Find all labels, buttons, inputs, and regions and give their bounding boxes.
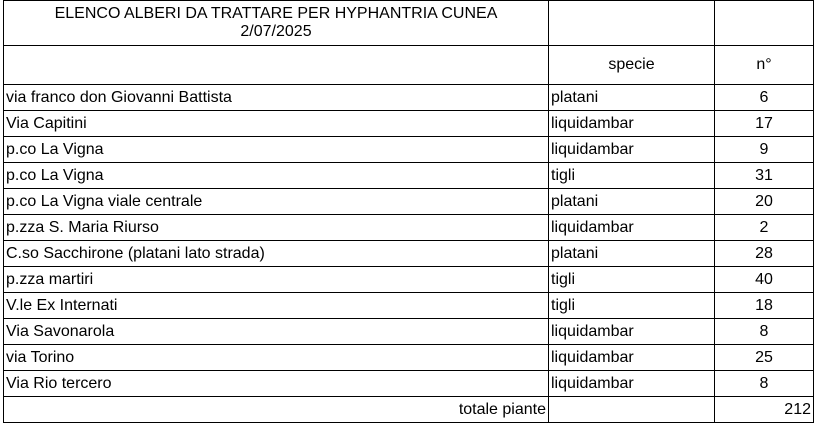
empty-cell[interactable] xyxy=(549,397,715,423)
title-line-1: ELENCO ALBERI DA TRATTARE PER HYPHANTRIA CUNEA xyxy=(54,5,498,22)
table-row xyxy=(4,163,814,189)
count-cell[interactable]: 25 xyxy=(715,345,814,371)
empty-cell[interactable] xyxy=(715,1,814,46)
count-cell[interactable]: 17 xyxy=(715,111,814,137)
species-cell[interactable]: tigli xyxy=(549,293,715,319)
table-row xyxy=(4,319,814,345)
table-row xyxy=(4,215,814,241)
location-cell[interactable]: V.le Ex Internati xyxy=(4,293,549,319)
species-cell[interactable]: liquidambar xyxy=(549,371,715,397)
count-cell[interactable]: 9 xyxy=(715,137,814,163)
species-cell[interactable]: liquidambar xyxy=(549,215,715,241)
location-cell[interactable]: via Torino xyxy=(4,345,549,371)
location-cell[interactable]: p.zza S. Maria Riurso xyxy=(4,215,549,241)
species-cell[interactable]: platani xyxy=(549,85,715,111)
species-cell[interactable]: platani xyxy=(549,189,715,215)
trees-table xyxy=(3,0,814,423)
table-title[interactable] xyxy=(4,1,549,46)
count-cell[interactable]: 18 xyxy=(715,293,814,319)
title-row xyxy=(4,1,814,46)
count-cell[interactable]: 20 xyxy=(715,189,814,215)
table-row xyxy=(4,371,814,397)
location-cell[interactable]: p.co La Vigna xyxy=(4,137,549,163)
count-cell[interactable]: 28 xyxy=(715,241,814,267)
total-label[interactable]: totale piante xyxy=(4,397,549,423)
empty-cell[interactable] xyxy=(549,1,715,46)
count-cell[interactable]: 8 xyxy=(715,371,814,397)
title-date: 2/07/2025 xyxy=(240,23,312,40)
location-cell[interactable]: Via Savonarola xyxy=(4,319,549,345)
header-count[interactable]: n° xyxy=(715,46,814,85)
species-cell[interactable]: liquidambar xyxy=(549,111,715,137)
empty-cell[interactable] xyxy=(4,46,549,85)
header-species[interactable]: specie xyxy=(549,46,715,85)
species-cell[interactable]: tigli xyxy=(549,267,715,293)
total-value[interactable]: 212 xyxy=(715,397,814,423)
location-cell[interactable]: via franco don Giovanni Battista xyxy=(4,85,549,111)
location-cell[interactable]: Via Rio tercero xyxy=(4,371,549,397)
table-row xyxy=(4,189,814,215)
species-cell[interactable]: liquidambar xyxy=(549,137,715,163)
species-cell[interactable]: tigli xyxy=(549,163,715,189)
location-cell[interactable]: C.so Sacchirone (platani lato strada) xyxy=(4,241,549,267)
count-cell[interactable]: 6 xyxy=(715,85,814,111)
count-cell[interactable]: 2 xyxy=(715,215,814,241)
table-row xyxy=(4,345,814,371)
location-cell[interactable]: Via Capitini xyxy=(4,111,549,137)
location-cell[interactable]: p.co La Vigna viale centrale xyxy=(4,189,549,215)
location-cell[interactable]: p.zza martiri xyxy=(4,267,549,293)
table-row xyxy=(4,137,814,163)
count-cell[interactable]: 31 xyxy=(715,163,814,189)
species-cell[interactable]: liquidambar xyxy=(549,319,715,345)
table-row xyxy=(4,267,814,293)
count-cell[interactable]: 8 xyxy=(715,319,814,345)
table-row xyxy=(4,111,814,137)
table-row xyxy=(4,241,814,267)
header-row xyxy=(4,46,814,85)
species-cell[interactable]: liquidambar xyxy=(549,345,715,371)
species-cell[interactable]: platani xyxy=(549,241,715,267)
count-cell[interactable]: 40 xyxy=(715,267,814,293)
location-cell[interactable]: p.co La Vigna xyxy=(4,163,549,189)
total-row xyxy=(4,397,814,423)
table-row xyxy=(4,85,814,111)
table-row xyxy=(4,293,814,319)
